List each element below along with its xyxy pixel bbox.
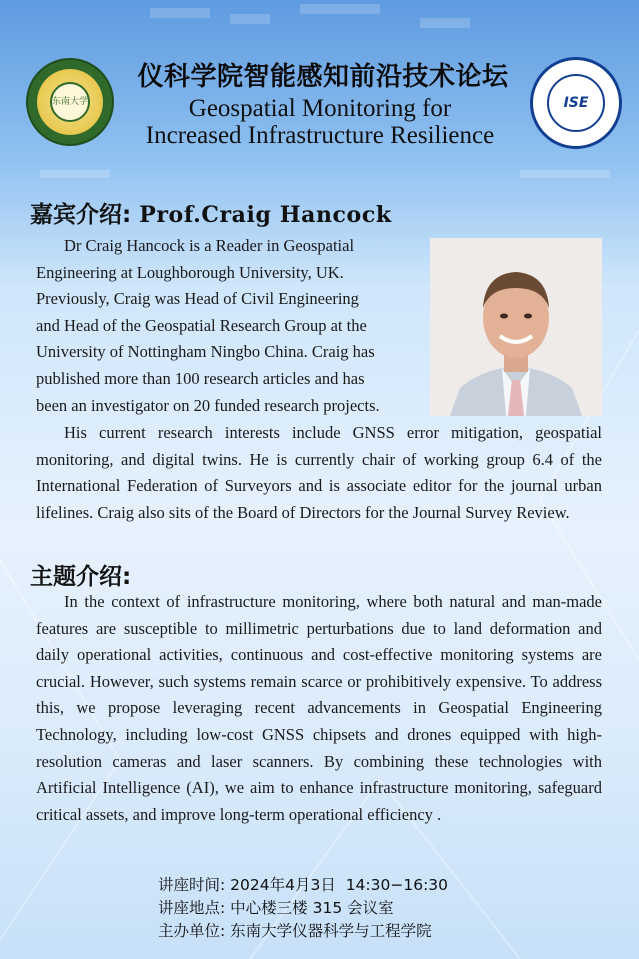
bio-line: published more than 100 research articles and has xyxy=(36,368,365,388)
speaker-portrait-illustration xyxy=(430,238,602,416)
speaker-heading xyxy=(30,196,392,229)
lecture-location xyxy=(158,896,394,918)
ise-school-logo xyxy=(530,57,622,149)
bio-line: University of Nottingham Ningbo China. Craig has xyxy=(36,342,375,362)
bio-line: Dr Craig Hancock is a Reader in Geospatial xyxy=(64,236,355,255)
bio-line: been an investigator on 20 funded research projects. xyxy=(36,395,380,415)
bio-line: Engineering at Loughborough University, UK. xyxy=(36,262,344,282)
southeast-university-logo xyxy=(26,58,114,146)
forum-title: 仪科学院智能感知前沿技术论坛 xyxy=(137,62,509,92)
speaker-interests: His current research interests include GNSS error mitigation, geospatial monitoring, and digital twins. He is currently chair of working group 6.4 of the International Federation of Surveyors and is associate editor for the journal urban lifelines. Craig also sits of the Board of Directors for the Journal Survey Review. xyxy=(36,423,602,522)
lecture-host-value: 东南大学仪器科学与工程学院 xyxy=(230,922,432,940)
lecture-time-label: 讲座时间: xyxy=(158,876,226,894)
lecture-host-label: 主办单位: xyxy=(158,922,226,940)
bio-line: Previously, Craig was Head of Civil Engineering xyxy=(36,289,359,309)
lecture-time xyxy=(158,873,448,895)
logo-left-text: 东南大学 xyxy=(50,82,90,122)
speaker-heading-label: 嘉宾介绍: xyxy=(30,202,132,228)
speaker-photo xyxy=(430,238,602,416)
topic-abstract: In the context of infrastructure monitoring, where both natural and man-made features are susceptible to millimetric perturbations due to land deformation and daily operational activities, continuous and cost-effective monitoring systems are crucial. However, such systems remain scarce or prohibitively expensive. To address this, we propose leveraging recent advancements in Geospatial Engineering Technology, including low-cost GNSS chipsets and drones equipped with high-resolution cameras and laser scanners. By combining these technologies with Artificial Intelligence (AI), we aim to enhance infrastructure monitoring, safeguard critical assets, and improve long-term operational efficiency . xyxy=(36,592,602,824)
lecture-location-label: 讲座地点: xyxy=(158,899,226,917)
lecture-title-line2: Increased Infrastructure Resilience xyxy=(145,122,495,149)
speaker-name: Prof.Craig Hancock xyxy=(139,202,392,228)
lecture-location-value: 中心楼三楼 315 会议室 xyxy=(230,899,394,917)
lecture-host xyxy=(158,919,432,941)
lecture-title-line1: Geospatial Monitoring for xyxy=(188,95,452,122)
lecture-time-value: 2024年4月3日 14:30−16:30 xyxy=(230,876,449,894)
header xyxy=(0,0,639,180)
logo-right-text: ISE xyxy=(547,74,605,132)
bio-line: and Head of the Geospatial Research Group at the xyxy=(36,315,367,335)
lecture-title xyxy=(110,95,530,149)
speaker-bio xyxy=(36,233,420,419)
topic-heading: 主题介绍: xyxy=(30,564,132,590)
